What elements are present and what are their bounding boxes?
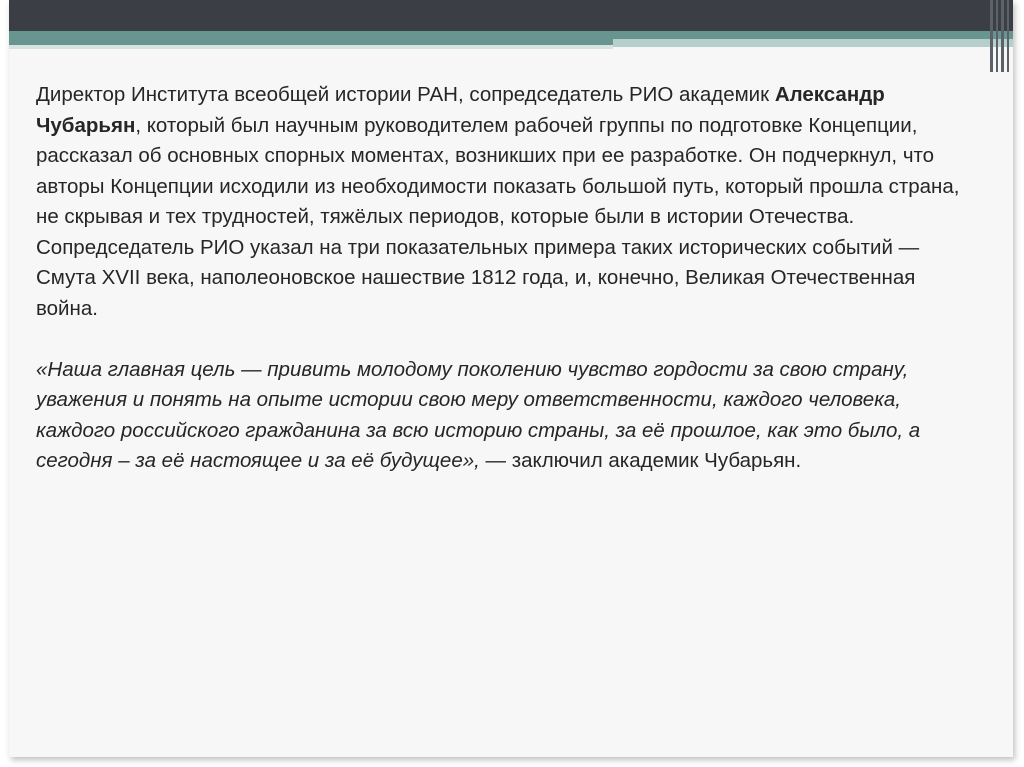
decorative-stripe xyxy=(990,0,993,72)
quote-text: «Наша главная цель — привить молодому поколению чувство гордости за свою страну, уважения и понять на опыте истории свою меру ответственности, каждого человека, каждого российского гражданина за всю историю страны, за её прошлое, как это было, а сегодня – за её настоящее и за её будущее», xyxy=(36,357,921,472)
slide-body xyxy=(36,80,976,477)
paragraph-report-intro: Директор Института всеобщей истории РАН, сопредседатель РИО академик xyxy=(36,83,775,106)
paragraph-report xyxy=(36,80,976,324)
header-teal-band-left xyxy=(9,31,613,45)
header-pale-band-right xyxy=(613,39,1013,47)
decorative-stripe xyxy=(996,0,998,72)
quote-attribution: — заключил академик Чубарьян. xyxy=(479,449,802,472)
header-dark-band xyxy=(9,0,1013,31)
decorative-stripe xyxy=(1007,0,1009,72)
header-pale-band-left xyxy=(9,45,613,49)
header-teal-band-right xyxy=(613,31,1013,39)
paragraph-quote xyxy=(36,355,976,477)
paragraph-report-body: , который был научным руководителем рабочей группы по подготовке Концепции, рассказал об основных спорных моментах, возникших при ее разработке. Он подчеркнул, что авторы Концепции исходили из необходимости показать большой путь, который прошла страна, не скрывая и тех трудностей, тяжёлых периодов, которые были в истории Отечества. Сопредседатель РИО указал на три показательных примера таких исторических событий — Смута XVII века, наполеоновское нашествие 1812 года, и, конечно, Великая Отечественная война. xyxy=(36,113,960,320)
speaker-name: Александр Чубарьян xyxy=(36,83,885,137)
decorative-stripe xyxy=(1001,0,1004,72)
